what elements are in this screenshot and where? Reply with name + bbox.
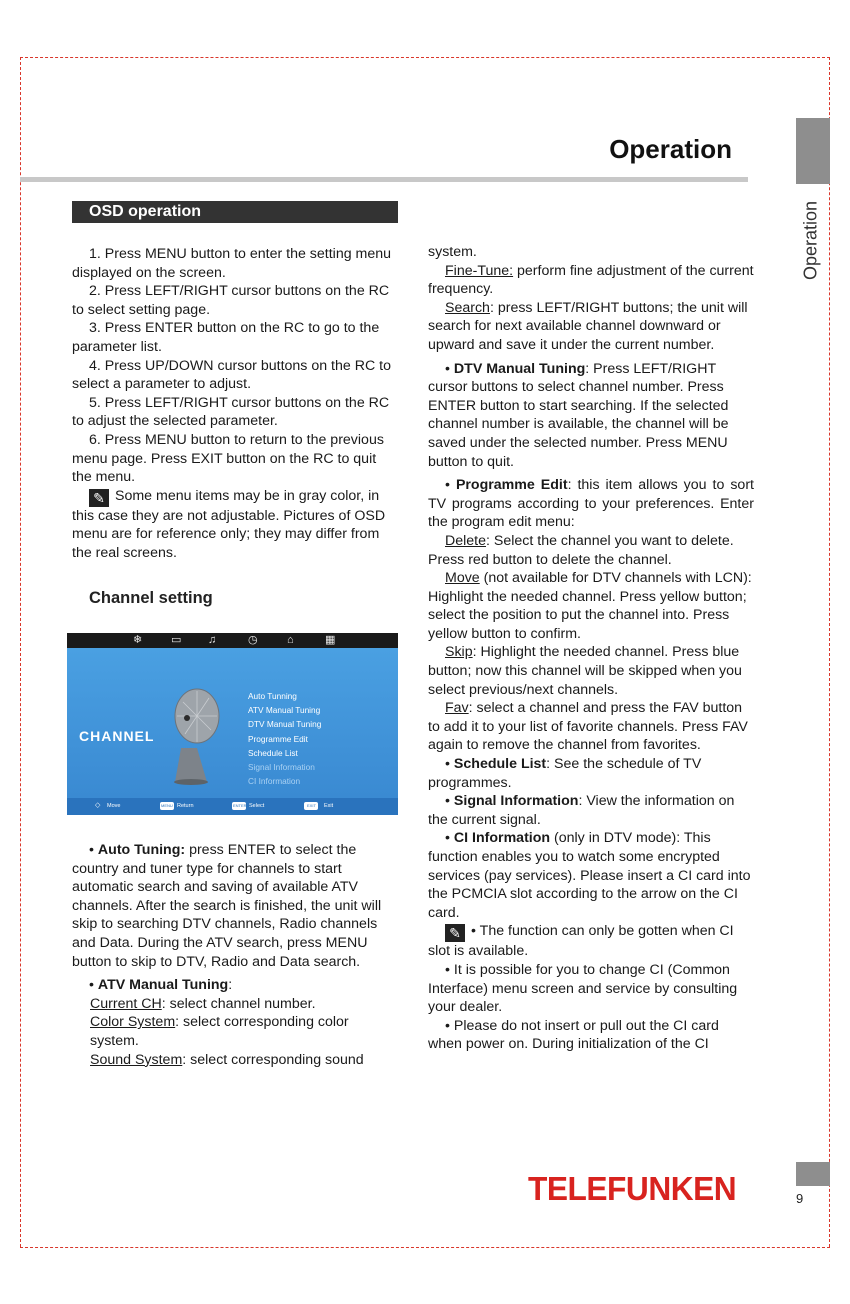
osd-picture-icon: ❄ — [133, 634, 143, 646]
osd-menu-item: Schedule List — [248, 747, 298, 758]
dtv-manual-tuning-item: • DTV Manual Tuning: Press LEFT/RIGHT cursor buttons to select channel number. Press ENTER button to start searching. If the selected channel number is available, the channel will be saved under the selected number. Press MENU button to quit. — [428, 360, 729, 470]
delete-item: Delete: Select the channel you want to delete. Press red button to delete the channel. — [428, 532, 734, 568]
note-pen-icon: ✎ — [89, 489, 109, 507]
page-number-tab — [796, 1162, 830, 1186]
programme-edit-item: • Programme Edit: this item allows you to sort TV programs according to your preferences. Enter the program edit menu: — [428, 477, 754, 531]
side-tab — [796, 118, 830, 184]
left-column-lower — [72, 841, 398, 1069]
osd-move-key: ◇ — [95, 802, 101, 809]
osd-menu-item: Auto Tunning — [248, 691, 297, 701]
schedule-list-item: • Schedule List: See the schedule of TV programmes. — [428, 756, 702, 791]
crop-border-bottom — [20, 1247, 830, 1248]
osd-move-hint: Move — [107, 803, 121, 809]
sound-system-item: Sound System: select corresponding sound — [90, 1051, 364, 1068]
step-3: 3. Press ENTER button on the RC to go to the parameter list. — [72, 320, 380, 355]
crop-border-top — [20, 57, 830, 58]
osd-tv-icon: ▭ — [171, 634, 182, 646]
fine-tune-item: Fine-Tune: perform fine adjustment of the current frequency. — [428, 262, 754, 298]
osd-menu-item: CI Information — [248, 776, 301, 787]
signal-information-item: • Signal Information: View the information on the current signal. — [428, 793, 735, 828]
auto-tuning-paragraph: • Auto Tuning: press ENTER to select the country and tuner type for channels to start automatic search and saving of available ATV channels. After the search is finished, the unit will skip to searching DTV channels, Radio channels and Data. During the ATV search, press MENU button to skip to DTV, Radio and Data search. — [72, 842, 382, 970]
move-item: Move (not available for DTV channels with LCN): Highlight the needed channel. Press yellow button; select the position to put the channel into. Press yellow button to confirm. — [428, 570, 752, 642]
system-continued: system. — [428, 244, 477, 260]
osd-bottom-bar — [67, 798, 398, 815]
ci-note-3: • Please do not insert or pull out the CI card when power on. During initialization of the CI — [428, 1017, 719, 1053]
osd-menu-item: DTV Manual Tuning — [248, 719, 322, 730]
atv-manual-heading: • ATV Manual Tuning: — [89, 977, 233, 994]
page-title: Operation — [609, 134, 732, 164]
osd-setup-icon: ▦ — [325, 634, 336, 646]
telefunken-logo: TELEFUNKEN — [528, 1170, 737, 1207]
osd-channel-screen — [67, 633, 398, 815]
step-6: 6. Press MENU button to return to the previous menu page. Press EXIT button on the RC to quit the menu. — [72, 431, 384, 486]
osd-operation-heading: OSD operation — [72, 201, 398, 223]
osd-enter-key-label: ENTER — [233, 803, 247, 808]
osd-menu-item: Programme Edit — [248, 733, 308, 744]
note-paragraph: ✎ Some menu items may be in gray color, in this case they are not adjustable. Pictures of OSD menu are for reference only; they may differ from the real screens. — [72, 487, 386, 561]
page-number: 9 — [796, 1191, 804, 1206]
step-1: 1. Press MENU button to enter the setting menu displayed on the screen. — [72, 246, 392, 281]
osd-return-hint: Return — [177, 803, 194, 809]
crop-border-right — [829, 57, 830, 1247]
right-column — [428, 243, 754, 1054]
channel-setting-heading: Channel setting — [89, 589, 213, 607]
color-system-item: Color System: select corresponding color system. — [90, 1014, 349, 1049]
osd-menu-item: Signal Information — [248, 762, 315, 773]
side-label: Operation — [800, 200, 821, 281]
step-2: 2. Press LEFT/RIGHT cursor buttons on the RC to select setting page. — [72, 283, 390, 318]
step-4: 4. Press UP/DOWN cursor buttons on the RC to select a parameter to adjust. — [72, 357, 391, 393]
osd-music-icon: ♫ — [208, 634, 217, 646]
osd-select-hint: Select — [249, 803, 265, 809]
ci-note-1: ✎ • The function can only be gotten when CI slot is available. — [428, 923, 734, 960]
search-item: Search: press LEFT/RIGHT buttons; the unit will search for next available channel downward or upward and save it under the current number. — [428, 299, 748, 353]
left-column — [72, 245, 398, 563]
ci-information-item: • CI Information (only in DTV mode): This function enables you to watch some encrypted services (pay services). Please insert a CI card into the PCMCIA slot according to the arrow on the CI card. — [428, 830, 751, 921]
skip-item: Skip: Highlight the needed channel. Press blue button; now this channel will be skipped when you select previous/next channels. — [428, 644, 742, 698]
osd-main-panel — [67, 648, 398, 798]
title-rule — [20, 177, 748, 182]
osd-exit-hint: Exit — [324, 803, 334, 809]
note-pen-icon: ✎ — [445, 924, 465, 942]
osd-clock-icon: ◷ — [248, 634, 258, 646]
osd-channel-label: CHANNEL — [79, 728, 155, 744]
osd-menu-item: ATV Manual Tuning — [248, 705, 321, 716]
osd-menu-key-label: MENU — [161, 803, 173, 808]
osd-lock-icon: ⌂ — [287, 634, 294, 646]
crop-border-left — [20, 57, 21, 1247]
osd-top-bar — [67, 633, 398, 648]
satellite-dish-icon — [163, 686, 227, 786]
step-5: 5. Press LEFT/RIGHT cursor buttons on the RC to adjust the selected parameter. — [72, 394, 390, 430]
current-ch-item: Current CH: select channel number. — [90, 995, 316, 1012]
osd-exit-key-label: EXIT — [307, 803, 316, 808]
osd-channel-menu — [248, 689, 321, 788]
fav-item: Fav: select a channel and press the FAV button to add it to your list of favorite channels. Press FAV again to remove the channel from favorites. — [428, 700, 748, 754]
ci-note-2: • It is possible for you to change CI (Common Interface) menu screen and service by consulting your dealer. — [428, 961, 738, 1016]
